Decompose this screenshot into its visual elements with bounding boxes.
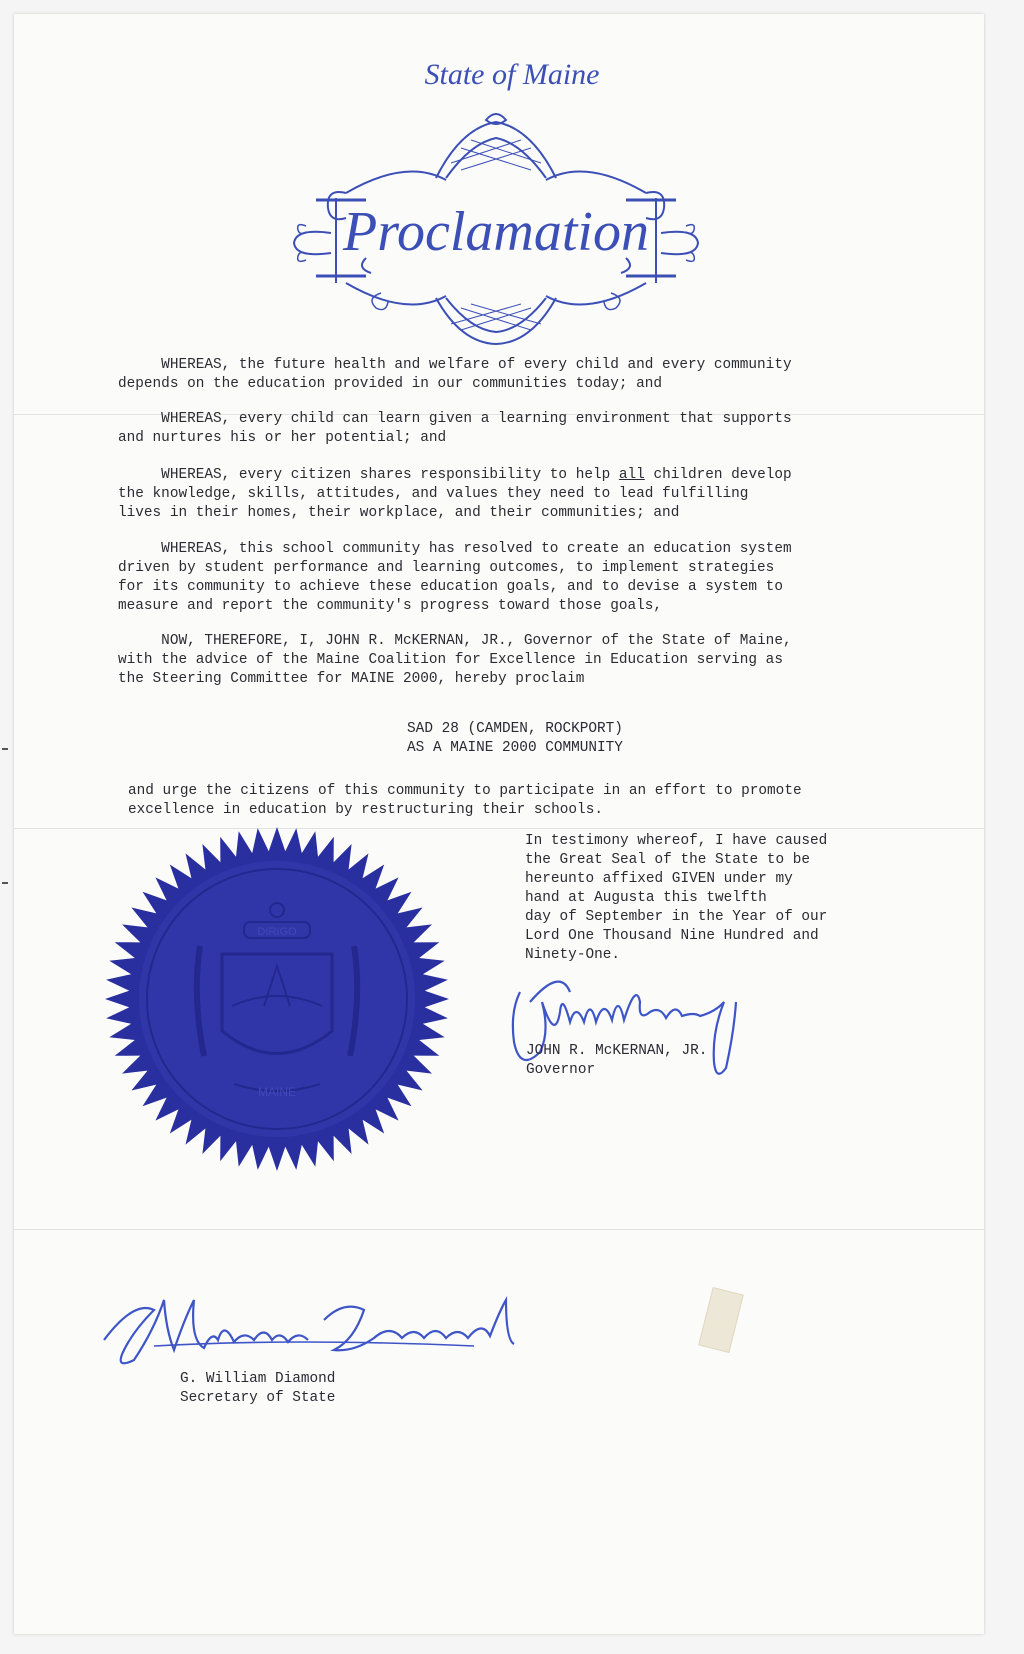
- whereas-paragraph-1: WHEREAS, the future health and welfare of every child and every community depends on the education provided in our communities today; and: [118, 357, 792, 392]
- underlined-all: all: [618, 467, 645, 483]
- now-therefore-paragraph: NOW, THEREFORE, I, JOHN R. McKERNAN, JR., Governor of the State of Maine, with the advice of the Maine Coalition for Excellence in Education serving as the Steering Committee for MAINE 2000, hereby proclaim: [118, 633, 792, 687]
- testimony-block: In testimony whereof, I have caused the Great Seal of the State to be hereunto affixed GIVEN under my hand at Augusta this twelfth day of September in the Year of our Lord One Thousand Nine Hundred and Ninety-One.: [525, 833, 828, 963]
- governor-name-block: JOHN R. McKERNAN, JR. Governor: [526, 1043, 708, 1078]
- secretary-signature: [94, 1280, 524, 1376]
- scan-mark: [2, 748, 8, 750]
- proclamation-title: Proclamation: [343, 201, 649, 263]
- designation-block: SAD 28 (CAMDEN, ROCKPORT) AS A MAINE 2000 COMMUNITY: [407, 721, 623, 756]
- whereas-paragraph-3: WHEREAS, every citizen shares responsibility to help all children develop the knowledge, skills, attitudes, and values they need to lead fulfilling lives in their homes, their workplace, and their communities; and: [118, 467, 792, 521]
- seal-motto: DIRIGO: [257, 926, 297, 938]
- secretary-name-block: G. William Diamond Secretary of State: [180, 1371, 336, 1406]
- fold-line: [14, 1229, 984, 1230]
- proclamation-cartouche: [286, 108, 706, 348]
- whereas-paragraph-4: WHEREAS, this school community has resolved to create an education system driven by student performance and learning outcomes, to implement strategies for its community to achieve these education goals, and to devise a system to measure and report the community's progress toward those goals,: [118, 541, 792, 614]
- great-seal-of-maine: [104, 826, 450, 1172]
- state-of-maine-heading: State of Maine: [424, 58, 600, 91]
- urge-paragraph: and urge the citizens of this community to participate in an effort to promote excellence in education by restructuring their schools.: [128, 783, 802, 818]
- seal-state-name: MAINE: [257, 1085, 297, 1099]
- scan-mark: [2, 882, 8, 884]
- whereas-paragraph-2: WHEREAS, every child can learn given a learning environment that supports and nurtures his or her potential; and: [118, 411, 792, 446]
